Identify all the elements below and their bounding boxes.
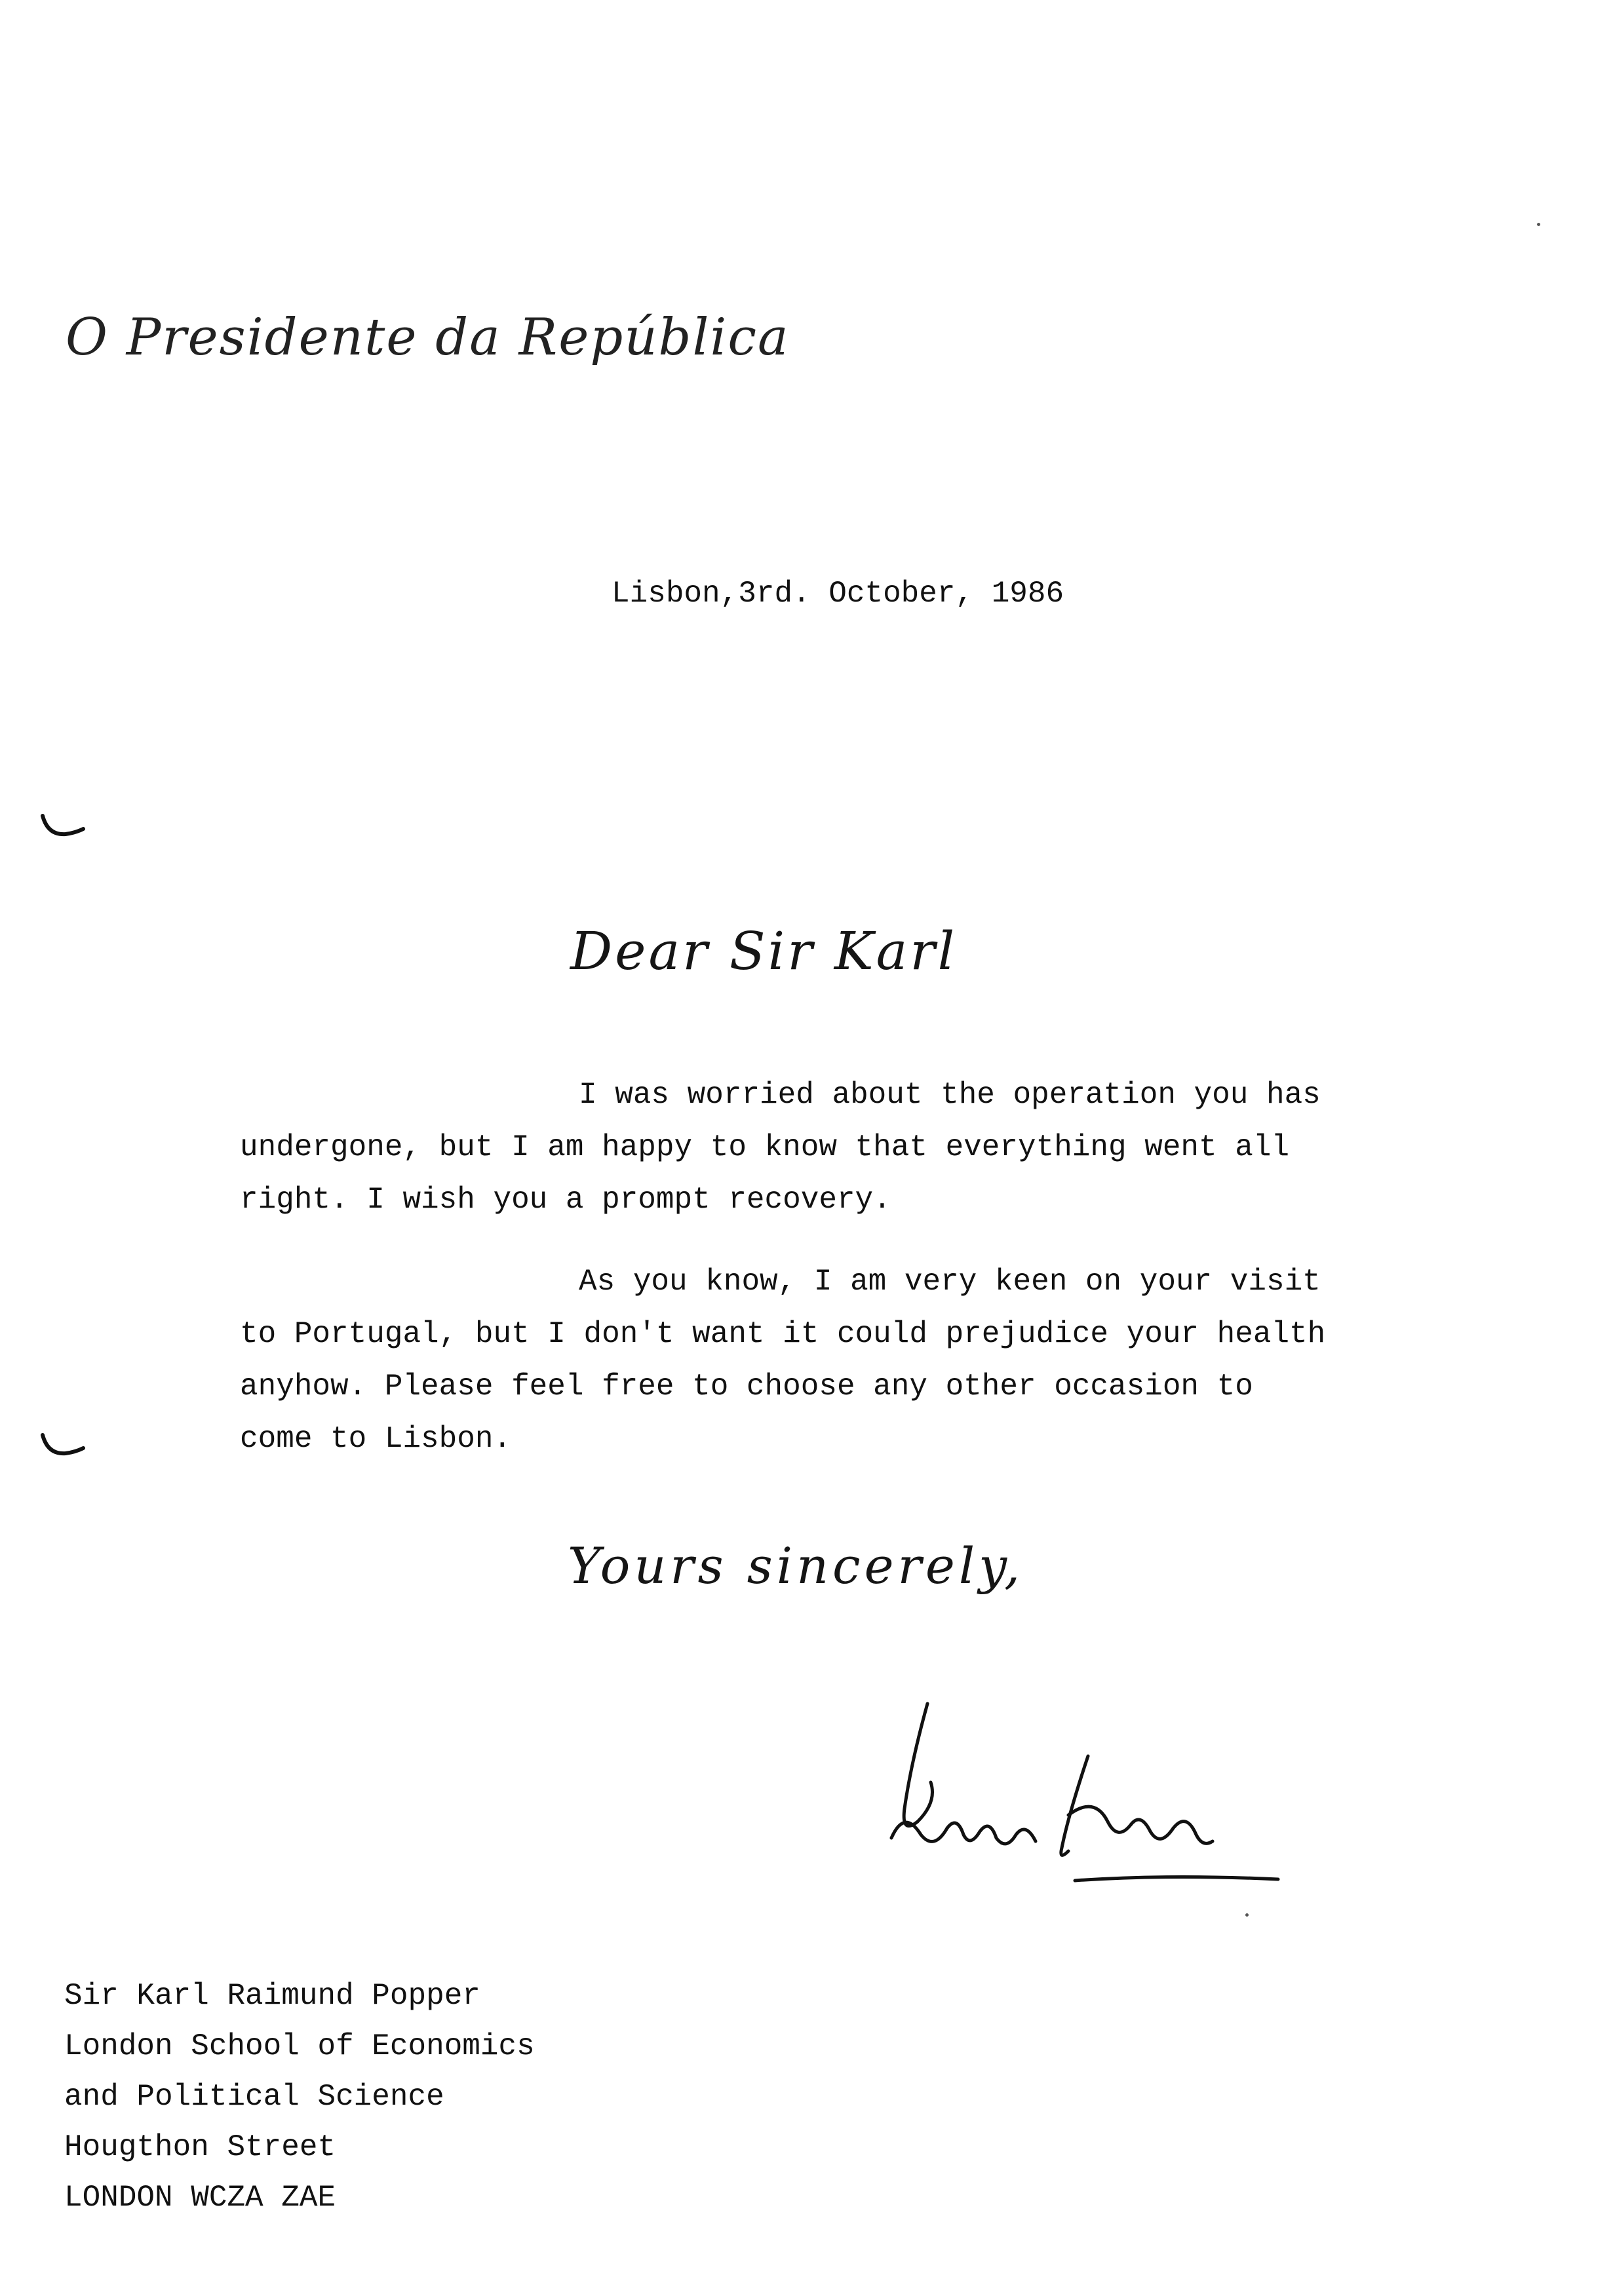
- punch-hole-mark-icon: [36, 809, 88, 849]
- signature: [872, 1684, 1304, 1900]
- recipient-institution: London School of Economics: [64, 2029, 535, 2063]
- letter-date: Lisbon,3rd. October, 1986: [612, 577, 1064, 611]
- recipient-institution-line2: and Political Science: [64, 2080, 444, 2114]
- recipient-city: LONDON WCZA ZAE: [64, 2181, 336, 2215]
- paragraph2-line1: As you know, I am very keen on your visit: [579, 1265, 1321, 1299]
- recipient-name: Sir Karl Raimund Popper: [64, 1979, 480, 2013]
- letterhead: O Presidente da República: [66, 308, 790, 367]
- paragraph2-line4: come to Lisbon.: [240, 1422, 512, 1456]
- stray-dot: [1537, 223, 1540, 226]
- closing: Yours sincerely,: [568, 1537, 1024, 1595]
- paragraph2-line3: anyhow. Please feel free to choose any other occasion to: [240, 1369, 1253, 1404]
- stray-dot: [1245, 1913, 1249, 1917]
- punch-hole-mark-icon: [36, 1428, 88, 1468]
- salutation: Dear Sir Karl: [570, 921, 958, 982]
- recipient-street: Hougthon Street: [64, 2130, 336, 2164]
- paragraph1-line3: right. I wish you a prompt recovery.: [240, 1183, 891, 1217]
- paragraph1-line2: undergone, but I am happy to know that everything went all: [240, 1130, 1290, 1164]
- paragraph2-line2: to Portugal, but I don't want it could prejudice your health: [240, 1317, 1326, 1351]
- paragraph1-line1: I was worried about the operation you has: [579, 1078, 1321, 1112]
